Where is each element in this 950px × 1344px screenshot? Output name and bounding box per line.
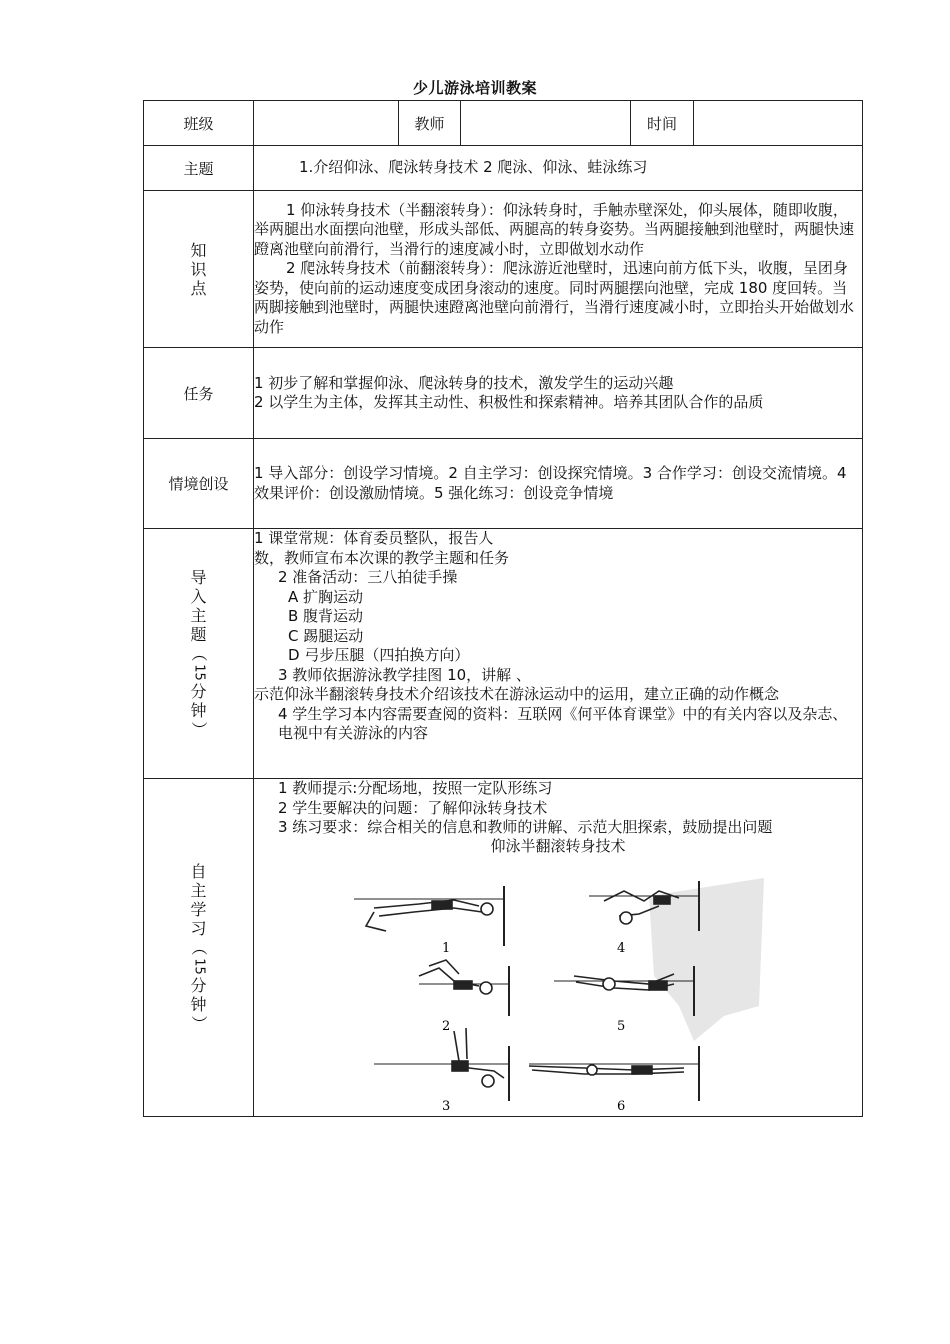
intro-label-char: 导: [190, 568, 207, 587]
header-row: [144, 101, 863, 146]
theme-label: 主题: [144, 146, 254, 191]
self-study-label-char: 钟: [190, 995, 207, 1014]
theme-text: 1.介绍仰泳、爬泳转身技术 2 爬泳、仰泳、蛙泳练习: [254, 146, 863, 191]
self-study-label-char: 自: [190, 862, 207, 881]
figure-number: 3: [442, 1098, 451, 1114]
intro-label-char: 分: [190, 682, 207, 701]
time-value: [694, 101, 863, 146]
knowledge-row: [144, 191, 863, 348]
intro-label-char: 15: [191, 664, 206, 681]
figure-number: 1: [442, 940, 451, 956]
situation-row: [144, 439, 863, 529]
figure-caption: 仰泳半翻滚转身技术: [490, 836, 626, 855]
knowledge-label: [144, 191, 254, 348]
self-study-row: [144, 779, 863, 1117]
situation-text: 1 导入部分：创设学习情境。2 自主学习：创设探究情境。3 合作学习：创设交流情境。4 效果评价：创设激励情境。5 强化练习：创设竞争情境: [254, 439, 863, 529]
self-study-content: [254, 779, 863, 1117]
intro-label-char: 入: [190, 587, 207, 606]
intro-line: B 腹背运动: [288, 607, 364, 625]
swimmer-2: [419, 960, 492, 994]
intro-row: [144, 529, 863, 779]
swimmer-illustration: [254, 856, 854, 1116]
intro-line: D 弓步压腿（四拍换方向）: [288, 646, 470, 664]
knowledge-label-char: 识: [190, 259, 207, 279]
knowledge-paragraph-2: 2 爬泳转身技术（前翻滚转身）：爬泳游近池壁时，迅速向前方低下头，收腹，呈团身姿势，使向前的运动速度变成团身滚动的速度。同时两腿摆向池壁，完成 180 度回转。当两脚接触到池壁时，两腿快速蹬离池壁向前滑行，当滑行速度减小时，立即抬头开始做划水动作: [254, 259, 855, 336]
turn-technique-figure: [254, 856, 854, 1116]
knowledge-label-char: 点: [190, 278, 207, 298]
intro-line: 数，教师宣布本次课的教学主题和任务: [254, 548, 510, 567]
class-label: 班级: [144, 101, 254, 146]
swimmer-6: [529, 1065, 684, 1075]
situation-label: 情境创设: [144, 439, 254, 529]
time-label: 时间: [631, 101, 694, 146]
knowledge-label-char: 知: [190, 240, 207, 260]
self-study-line: 2 学生要解决的问题：了解仰泳转身技术: [278, 798, 548, 817]
intro-line: A 扩胸运动: [288, 587, 364, 606]
self-study-label-char: （: [189, 939, 208, 956]
swimmer-3: [452, 1028, 504, 1087]
intro-line: 4 学生学习本内容需要查阅的资料：互联网《何平体育课堂》中的有关内容以及杂志、电视中有关游泳的内容: [278, 704, 848, 742]
intro-label-char: （: [189, 645, 208, 662]
knowledge-content: [254, 191, 863, 348]
self-study-label: [144, 779, 254, 1117]
lesson-plan-table: [143, 100, 863, 1117]
self-study-label-char: 习: [190, 919, 207, 938]
tasks-content: [254, 348, 863, 439]
self-study-line: 1 教师提示:分配场地，按照一定队形练习: [278, 779, 553, 797]
tasks-label: 任务: [144, 348, 254, 439]
task-item: 1 初步了解和掌握仰泳、爬泳转身的技术，激发学生的运动兴趣: [254, 373, 674, 392]
intro-label: [144, 529, 254, 779]
intro-line: 1 课堂常规：体育委员整队，报告人: [254, 529, 494, 547]
self-study-label-char: 分: [190, 976, 207, 995]
task-item: 2 以学生为主体，发挥其主动性、积极性和探索精神。培养其团队合作的品质: [254, 393, 764, 411]
figure-number: 2: [442, 1018, 451, 1034]
self-study-label-char: 学: [190, 900, 207, 919]
self-study-label-char: ）: [189, 1015, 208, 1032]
tasks-row: [144, 348, 863, 439]
document-title: 少儿游泳培训教案: [412, 79, 537, 97]
teacher-value: [461, 101, 631, 146]
intro-label-char: 主: [190, 606, 207, 625]
intro-line: 示范仰泳半翻滚转身技术介绍该技术在游泳运动中的运用，建立正确的动作概念: [254, 685, 780, 703]
intro-content: [254, 529, 863, 779]
self-study-label-char: 主: [190, 881, 207, 900]
intro-line: 3 教师依据游泳教学挂图 10，讲解 、: [278, 665, 531, 684]
figure-number: 6: [617, 1098, 626, 1114]
class-value: [254, 101, 399, 146]
theme-row: [144, 146, 863, 191]
swimmer-1: [366, 900, 493, 931]
figure-number: 5: [617, 1018, 626, 1034]
figure-number: 4: [617, 940, 626, 956]
intro-label-char: 钟: [190, 701, 207, 720]
intro-label-char: 题: [190, 625, 207, 644]
self-study-label-char: 15: [191, 958, 206, 975]
knowledge-paragraph-1: 1 仰泳转身技术（半翻滚转身）：仰泳转身时，手触赤壁深处，仰头展体，随即收腹，举两腿出水面摆向池壁，形成头部低、两腿高的转身姿势。当两腿接触到池壁时，两腿快速蹬离池壁向前滑行，当滑行的速度减小时，立即做划水动作: [254, 200, 855, 258]
intro-line: 2 准备活动：三八拍徒手操: [278, 568, 458, 586]
self-study-line: 3 练习要求：综合相关的信息和教师的讲解、示范大胆探索，鼓励提出问题: [278, 818, 773, 836]
intro-label-char: ）: [189, 721, 208, 738]
teacher-label: 教师: [399, 101, 461, 146]
intro-line: C 踢腿运动: [288, 626, 364, 645]
